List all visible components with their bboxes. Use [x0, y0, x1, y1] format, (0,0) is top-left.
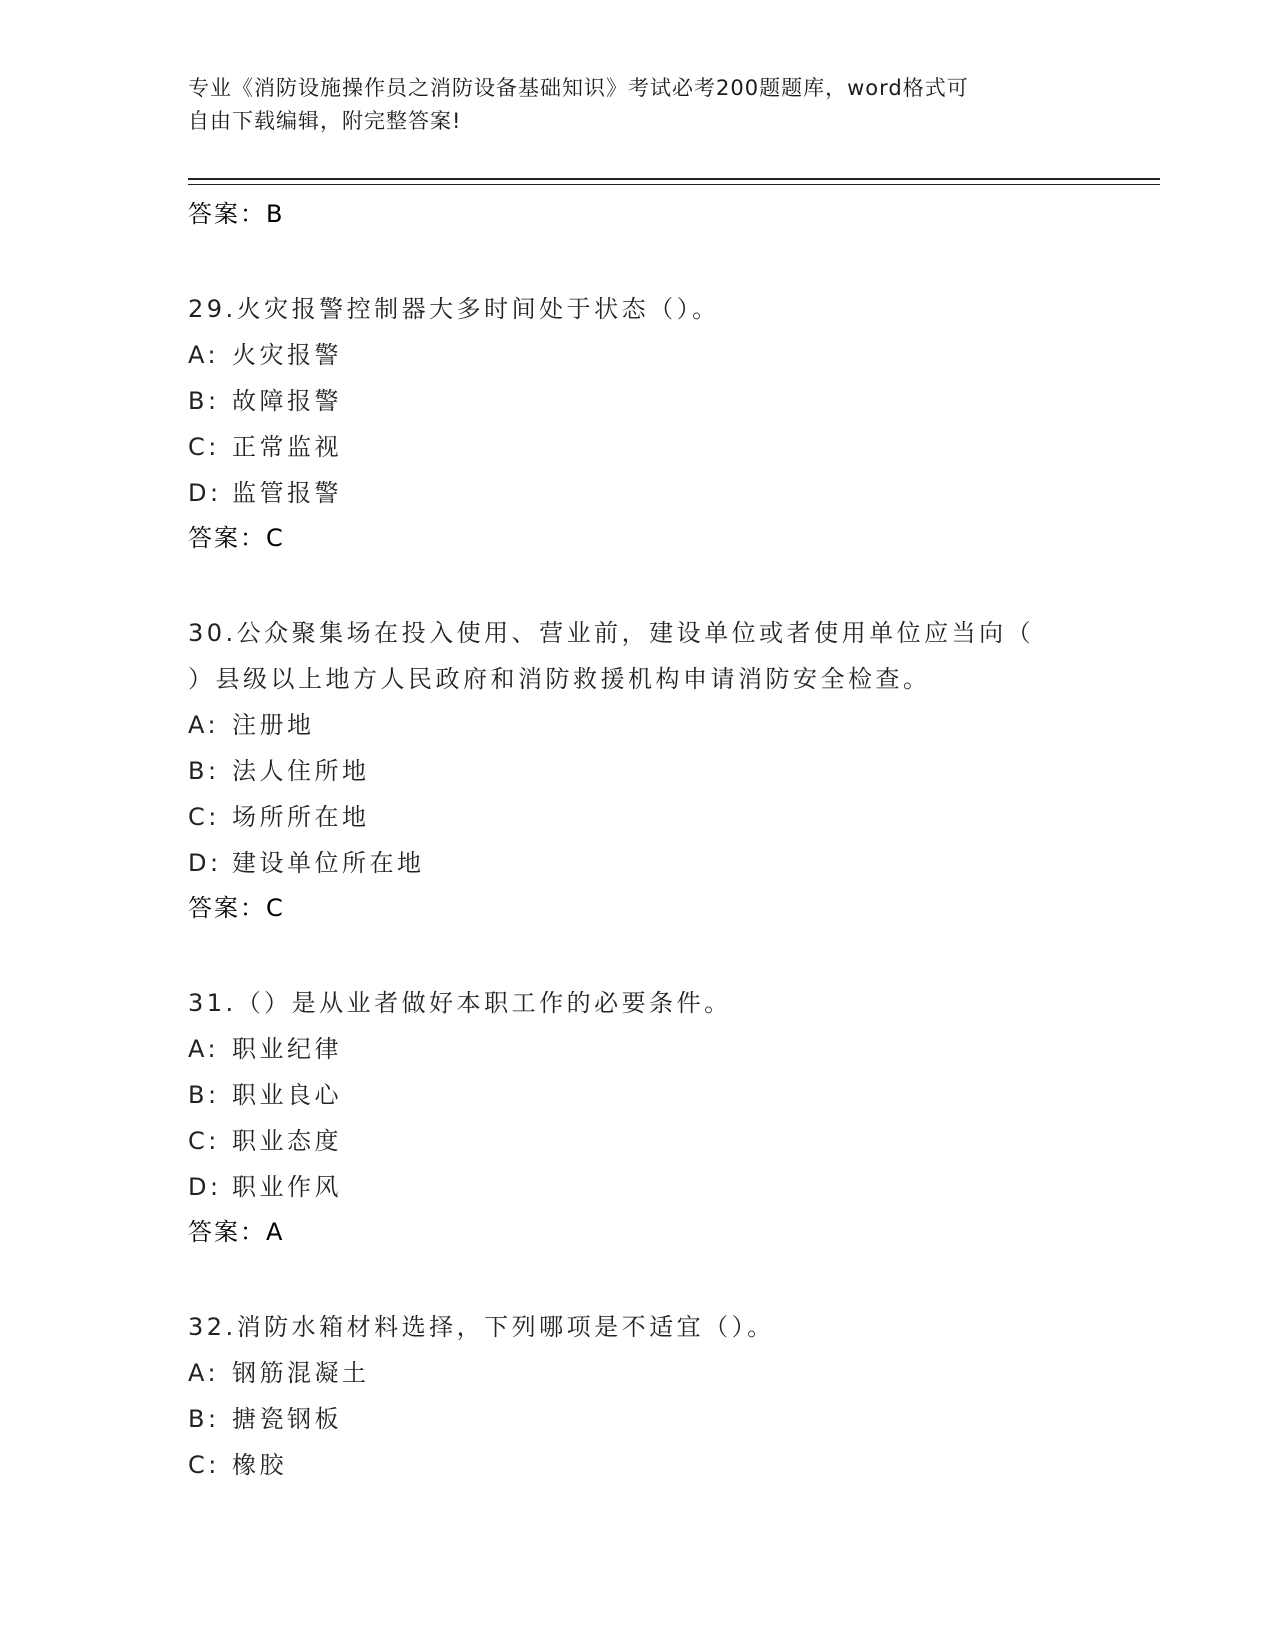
option-letter: C:: [188, 803, 220, 831]
option-a: [188, 1026, 1088, 1072]
option-b: [188, 1396, 1088, 1442]
document-header: [188, 72, 1088, 138]
question-30: [188, 610, 1088, 930]
option-c: [188, 794, 1088, 840]
option-text: 职业作风: [232, 1173, 342, 1201]
option-letter: B:: [188, 757, 220, 785]
answer-line: 答案：B: [188, 200, 285, 228]
option-letter: B:: [188, 1081, 220, 1109]
option-a: [188, 702, 1088, 748]
option-text: 职业纪律: [232, 1035, 342, 1063]
option-c: [188, 424, 1088, 470]
option-text: 职业态度: [232, 1127, 342, 1155]
option-d: [188, 1164, 1088, 1210]
option-text: 注册地: [232, 711, 315, 739]
header-rule-thin: [188, 184, 1160, 185]
answer-line: 答案：C: [188, 894, 285, 922]
answer-line: 答案：C: [188, 524, 285, 552]
question-29: [188, 286, 1088, 560]
option-text: 监管报警: [232, 479, 342, 507]
option-text: 搪瓷钢板: [232, 1405, 342, 1433]
option-b: [188, 748, 1088, 794]
question-text: 31.（）是从业者做好本职工作的必要条件。: [188, 989, 732, 1017]
question-32: [188, 1304, 1088, 1488]
option-letter: D:: [188, 849, 222, 877]
question-text: 32.消防水箱材料选择，下列哪项是不适宜（）。: [188, 1313, 775, 1341]
option-letter: D:: [188, 479, 222, 507]
option-letter: C:: [188, 1127, 220, 1155]
option-a: [188, 1350, 1088, 1396]
option-letter: B:: [188, 1405, 220, 1433]
header-line-2: 自由下载编辑，附完整答案!: [188, 109, 462, 133]
option-letter: C:: [188, 1451, 220, 1479]
option-text: 橡胶: [232, 1451, 287, 1479]
option-text: 职业良心: [232, 1081, 342, 1109]
option-text: 场所所在地: [232, 803, 370, 831]
header-rule-thick: [188, 178, 1160, 180]
option-letter: C:: [188, 433, 220, 461]
option-c: [188, 1118, 1088, 1164]
option-letter: A:: [188, 341, 220, 369]
document-body: [188, 192, 1088, 1488]
question-31: [188, 980, 1088, 1254]
option-text: 法人住所地: [232, 757, 370, 785]
option-text: 火灾报警: [232, 341, 342, 369]
answer-line: 答案：A: [188, 1218, 285, 1246]
option-a: [188, 332, 1088, 378]
option-b: [188, 378, 1088, 424]
option-c: [188, 1442, 1088, 1488]
option-d: [188, 470, 1088, 516]
option-b: [188, 1072, 1088, 1118]
question-text: 29.火灾报警控制器大多时间处于状态（）。: [188, 295, 720, 323]
option-letter: D:: [188, 1173, 222, 1201]
question-text-line-2: ）县级以上地方人民政府和消防救援机构申请消防安全检查。: [188, 665, 931, 693]
option-text: 故障报警: [232, 387, 342, 415]
option-d: [188, 840, 1088, 886]
option-letter: A:: [188, 711, 220, 739]
option-text: 正常监视: [232, 433, 342, 461]
option-letter: A:: [188, 1359, 220, 1387]
option-letter: B:: [188, 387, 220, 415]
option-letter: A:: [188, 1035, 220, 1063]
header-line-1: 专业《消防设施操作员之消防设备基础知识》考试必考200题题库，word格式可: [188, 76, 969, 100]
option-text: 钢筋混凝土: [232, 1359, 370, 1387]
question-text-line-1: 30.公众聚集场在投入使用、营业前，建设单位或者使用单位应当向（: [188, 619, 1035, 647]
option-text: 建设单位所在地: [232, 849, 425, 877]
